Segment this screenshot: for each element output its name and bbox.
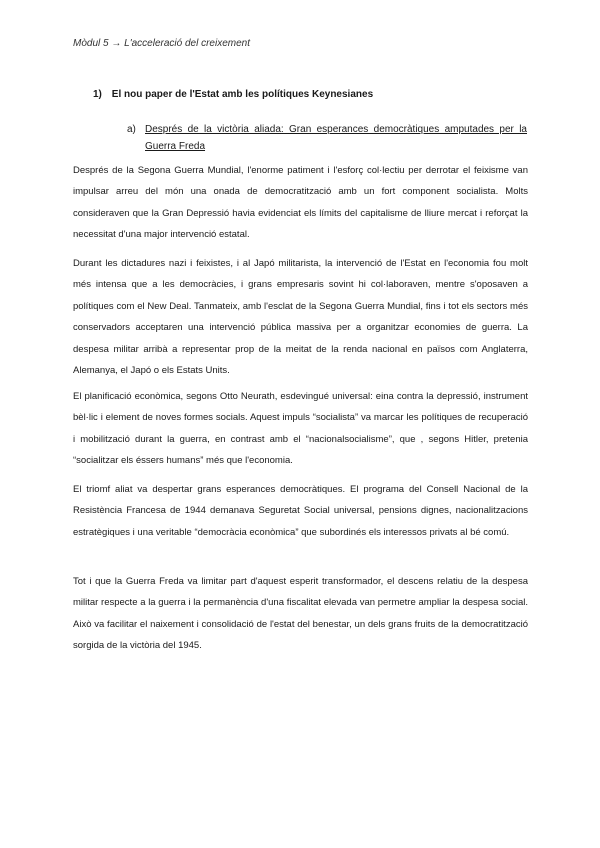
section-number: 1) — [93, 89, 102, 100]
body-paragraph: Després de la Segona Guerra Mundial, l'enorme patiment i l'esforç col·lectiu per derrotar el feixisme van impulsar arreu del món una onada de democratització amb un fort component socialista. Molts consideraven que la Gran Depressió havia evidenciat els límits del capitalisme de lliure mercat i reforçat la necessitat d'una major intervenció estatal. — [73, 165, 528, 241]
section-heading — [93, 89, 373, 100]
body-paragraph: El triomf aliat va despertar grans esperances democràtiques. El programa del Consell Nacional de la Resistència Francesa de 1944 demanava Seguretat Social universal, pensions dignes, nacionalitzacions estratègiques i una veritable “democràcia econòmica” que subordinés els interessos privats al bé comú. — [73, 484, 528, 538]
subsection-title: Després de la victòria aliada: Gran esperances democràtiques amputades per la Guerra Freda — [145, 124, 527, 152]
subsection-heading — [127, 121, 527, 155]
section-title: El nou paper de l'Estat amb les polítiques Keynesianes — [111, 89, 374, 100]
body-paragraph: Tot i que la Guerra Freda va limitar part d'aquest esperit transformador, el descens relatiu de la despesa militar respecte a la guerra i la permanència d'una fiscalitat elevada van permetre ampliar la despesa social. Això va facilitar el naixement i consolidació de l'estat del benestar, un dels grans fruits de la democratització sorgida de la victòria del 1945. — [73, 576, 528, 652]
running-header: Mòdul 5 → L'acceleració del creixement — [73, 38, 250, 49]
body-paragraph: Durant les dictadures nazi i feixistes, i al Japó militarista, la intervenció de l'Estat en l'economia fou molt més intensa que a les democràcies, i grans empresaris sovint hi col·laboraven, mentre s'oposaven a polítiques com el New Deal. Tanmateix, amb l'esclat de la Segona Guerra Mundial, fins i tot els sectors més conservadors acceptaren una intervenció pública massiva per a organitzar economies de guerra. La despesa militar arribà a representar prop de la meitat de la renda nacional en països com Anglaterra, Alemanya, el Japó o els Estats Units. — [73, 258, 528, 377]
subsection-marker: a) — [127, 124, 136, 135]
body-paragraph: El planificació econòmica, segons Otto Neurath, esdevingué universal: eina contra la depressió, instrument bèl·lic i element de noves formes socials. Aquest impuls “socialista” va marcar les polítiques de recuperació i mobilització durant la guerra, en contrast amb el “nacionalsocialisme”, que , segons Hitler, pretenia “socialitzar els éssers humans” més que l'economia. — [73, 391, 528, 467]
